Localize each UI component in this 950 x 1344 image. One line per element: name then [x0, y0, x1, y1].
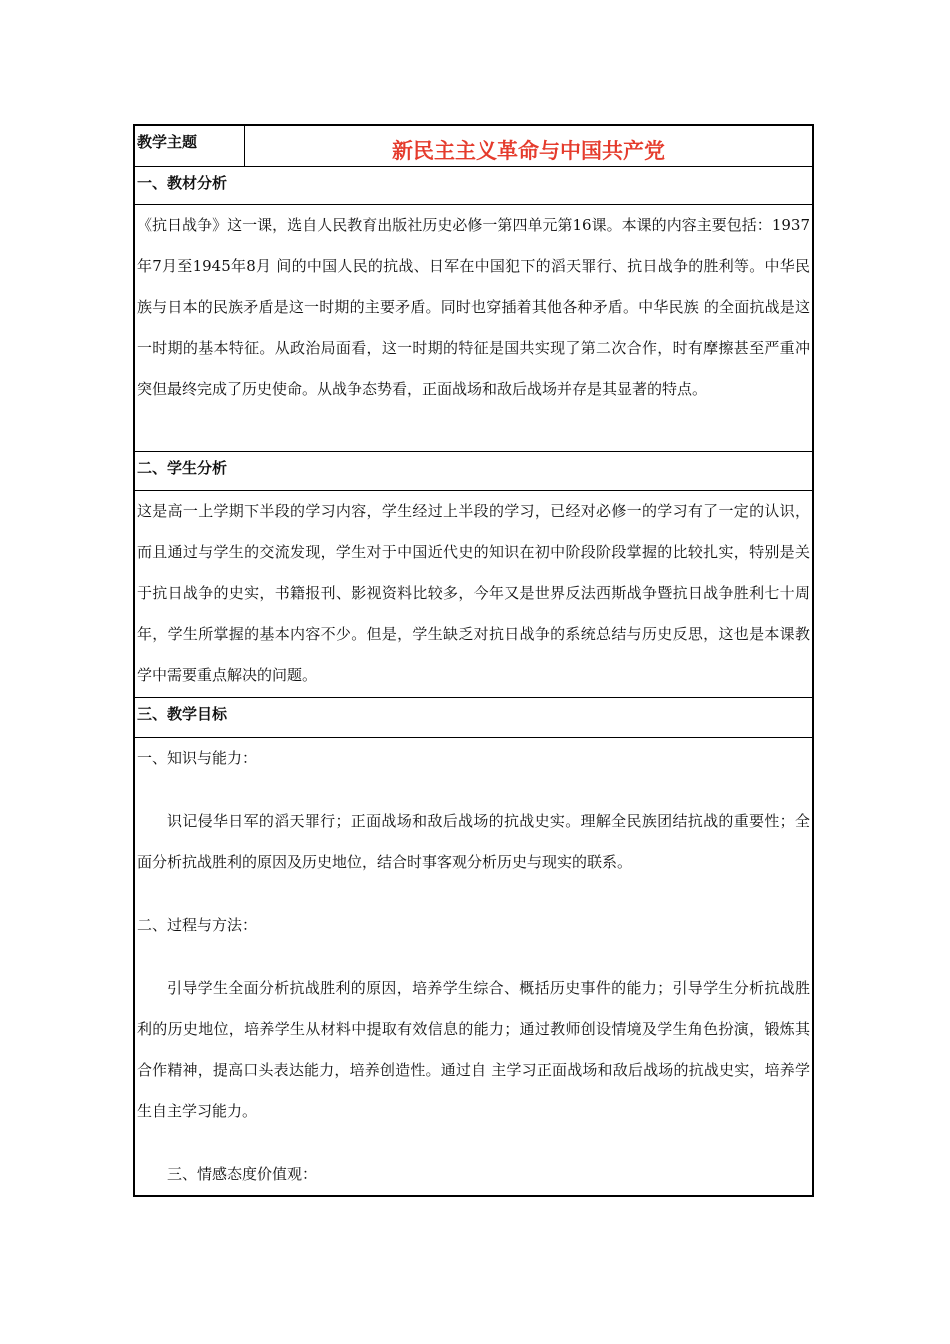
topic-label: 教学主题 — [135, 126, 245, 166]
lesson-plan-table — [133, 124, 814, 1197]
process-title: 二、过程与方法： — [137, 916, 258, 934]
section-body-material — [135, 205, 812, 452]
process-text: 引导学生全面分析抗战胜利的原因，培养学生综合、概括历史事件的能力；引导学生分析抗战胜利的历史地位，培养学生从材料中提取有效信息的能力；通过教师创设情境及学生角色扮演，锻炼其合作精神，提高口头表达能力，培养创造性。通过自 主学习正面战场和敌后战场的抗战史实，培养学生自主学习能力。 — [137, 979, 810, 1120]
section-heading-goals: 三、教学目标 — [135, 698, 812, 738]
header-row — [135, 126, 812, 167]
section-body-students — [135, 491, 812, 698]
section-body-goals — [135, 738, 812, 1195]
knowledge-text: 识记侵华日军的滔天罪行；正面战场和敌后战场的抗战史实。理解全民族团结抗战的重要性；全面分析抗战胜利的原因及历史地位，结合时事客观分析历史与现实的联系。 — [137, 812, 810, 871]
material-text: 《抗日战争》这一课，选自人民教育出版社历史必修一第四单元第16课。本课的内容主要包括：1937年7月至1945年8月 间的中国人民的抗战、日军在中国犯下的滔天罪行、抗日战争的胜利等。中华民族与日本的民族矛盾是这一时期的主要矛盾。同时也穿插着其他各种矛盾。中华民族 的全面抗战是这一时期的基本特征。从政治局面看，这一时期的特征是国共实现了第二次合作，时有摩擦甚至严重冲突但最终完成了历史使命。从战争态势看，正面战场和敌后战场并存是其显著的特点。 — [137, 216, 810, 398]
section-heading-students: 二、学生分析 — [135, 452, 812, 491]
emotion-title: 三、情感态度价值观： — [167, 1165, 318, 1183]
topic-title: 新民主主义革命与中国共产党 — [392, 139, 665, 163]
knowledge-title: 一、知识与能力： — [137, 749, 258, 767]
section-heading-material: 一、教材分析 — [135, 167, 812, 205]
students-text: 这是高一上学期下半段的学习内容，学生经过上半段的学习，已经对必修一的学习有了一定的认识，而且通过与学生的交流发现，学生对于中国近代史的知识在初中阶段阶段掌握的比较扎实，特别是关于抗日战争的史实，书籍报刊、影视资料比较多，今年又是世界反法西斯战争暨抗日战争胜利七十周年，学生所掌握的基本内容不少。但是，学生缺乏对抗日战争的系统总结与历史反思，这也是本课教学中需要重点解决的问题。 — [137, 502, 810, 684]
